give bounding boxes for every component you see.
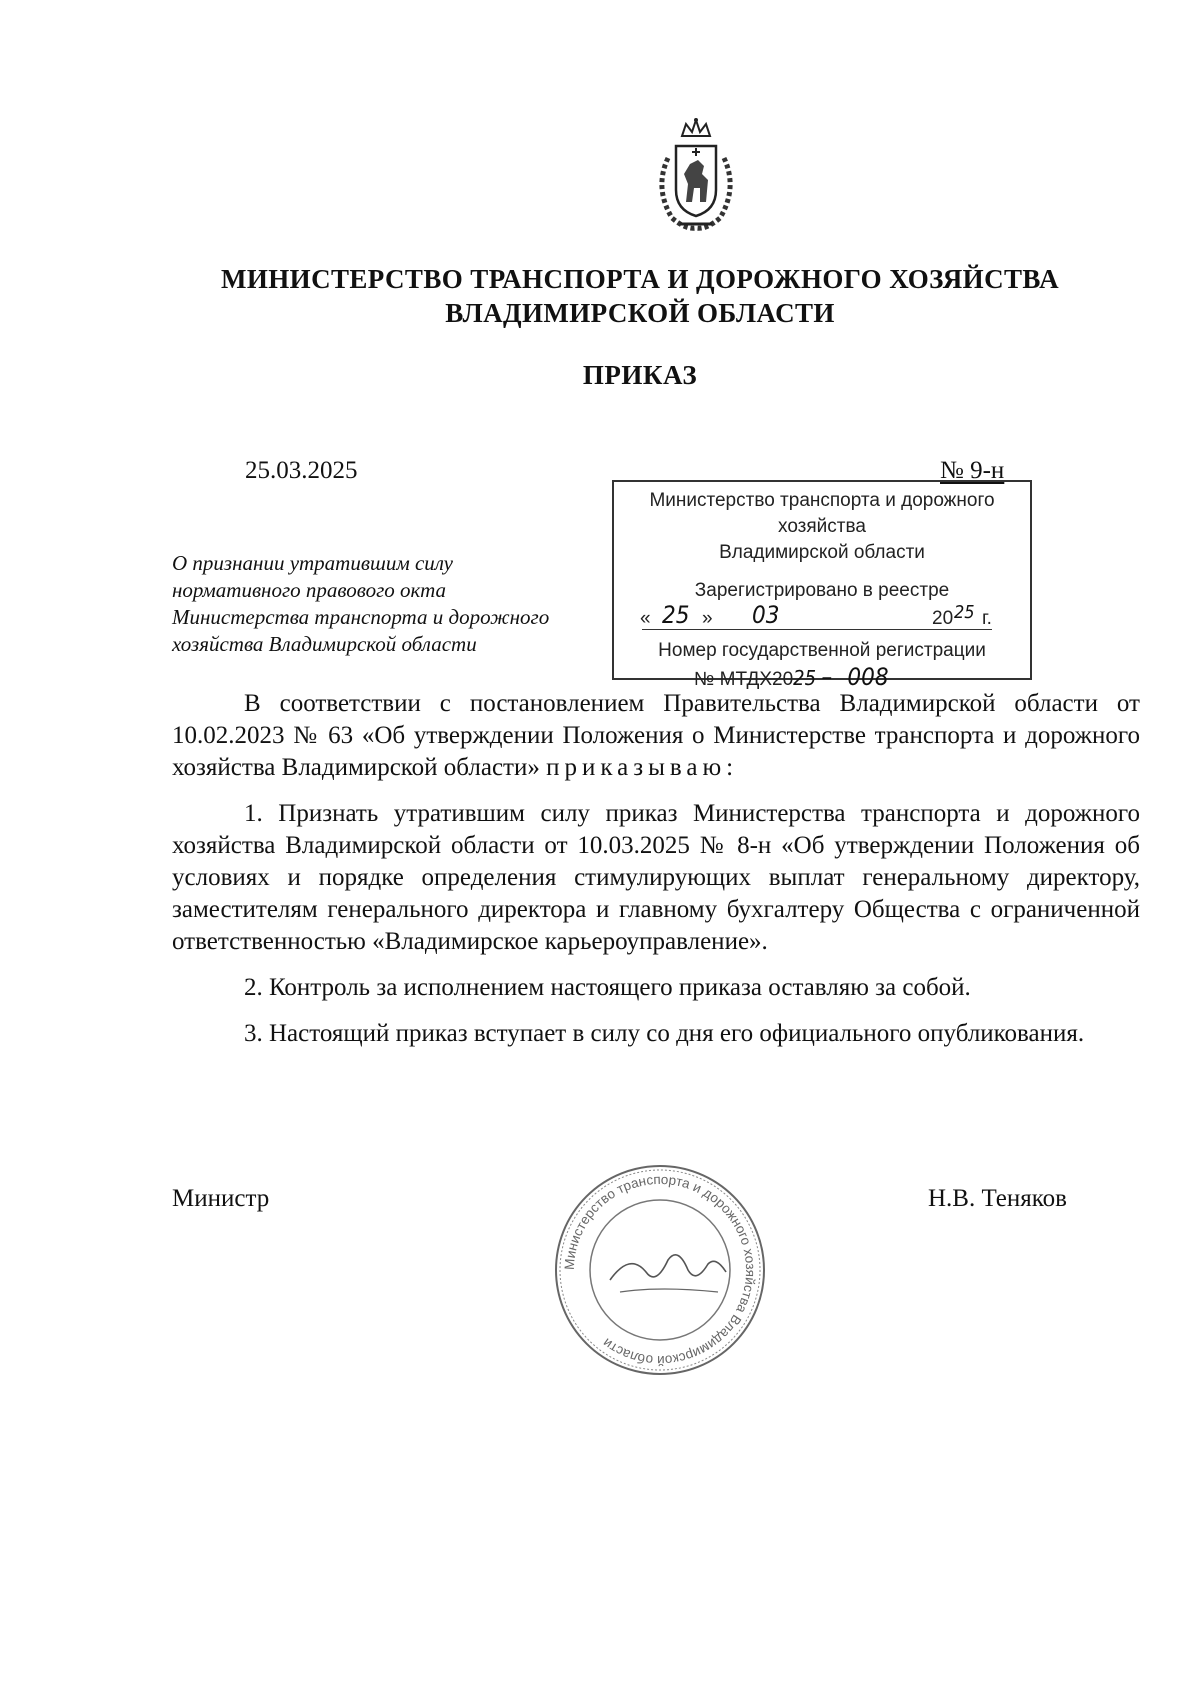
signer-name: Н.В. Теняков xyxy=(928,1185,1067,1212)
body-item-1: 1. Признать утратившим силу приказ Министерства транспорта и дорожного хозяйства Владимирской области от 10.03.2025 № 8-н «Об утверждении Положения об условиях и порядке определения стимулирующих выплат генеральному директору, заместителям генерального директора и главному бухгалтеру Общества с ограниченной ответственностью «Владимирское карьероуправление». xyxy=(172,800,1140,955)
ministry-name-line1: МИНИСТЕРСТВО ТРАНСПОРТА И ДОРОЖНОГО ХОЗЯЙСТВА xyxy=(221,264,1059,294)
stamp-registered-label: Зарегистрировано в реестре xyxy=(694,580,950,601)
document-body xyxy=(172,688,1140,1064)
round-seal-icon xyxy=(550,1160,770,1380)
subject-line3: Министерства транспорта и дорожного xyxy=(172,605,550,629)
handwritten-signature-icon xyxy=(610,1255,726,1280)
document-date: 25.03.2025 xyxy=(245,457,358,484)
stamp-day-handwritten: 25 xyxy=(662,601,690,629)
stamp-year-unit: г. xyxy=(982,608,992,629)
stamp-registration-date xyxy=(632,601,1012,638)
stamp-reg-seq-handwritten: 008 xyxy=(847,663,889,691)
body-item-2: 2. Контроль за исполнением настоящего приказа оставляю за собой. xyxy=(244,974,971,1001)
registration-stamp xyxy=(612,480,1032,691)
stamp-year-prefix: 20 xyxy=(932,608,954,629)
signer-title: Министр xyxy=(172,1185,270,1212)
document-number: № 9-н xyxy=(940,457,1005,484)
body-order-keyword: приказываю: xyxy=(546,754,739,781)
subject-line4: хозяйства Владимирской области xyxy=(172,632,477,656)
subject-line2: нормативного правового окта xyxy=(172,578,447,602)
document-type: ПРИКАЗ xyxy=(582,360,698,390)
stamp-reg-number-label: Номер государственной регистрации xyxy=(658,640,986,661)
ministry-name xyxy=(200,262,1080,330)
stamp-year-handwritten: 25 xyxy=(954,602,975,623)
stamp-date-close-quote: » xyxy=(702,608,713,629)
stamp-reg-year-handwritten: 25 xyxy=(793,666,817,690)
vladimir-coat-of-arms-icon xyxy=(646,118,746,234)
subject-line1: О признании утратившим силу xyxy=(172,551,453,575)
body-item-3: 3. Настоящий приказ вступает в силу со дня его официального опубликования. xyxy=(244,1020,1085,1047)
document-subject xyxy=(172,550,612,658)
stamp-reg-prefix: № МТДХ20 xyxy=(694,669,794,690)
stamp-date-open-quote: « xyxy=(640,608,651,629)
ministry-name-line2: ВЛАДИМИРСКОЙ ОБЛАСТИ xyxy=(445,298,835,328)
seal-text: Министерство транспорта и дорожного хозяйства Владимирской области xyxy=(561,1171,759,1369)
body-intro-text: В соответствии с постановлением Правительства Владимирской области от 10.02.2023 № 63 «Об утверждении Положения о Министерстве транспорта и дорожного хозяйства Владимирской области» xyxy=(172,690,1140,781)
stamp-month-handwritten: 03 xyxy=(752,601,780,629)
body-intro-paragraph xyxy=(172,688,1140,784)
stamp-ministry-line: Министерство транспорта и дорожного хозяйства xyxy=(649,490,995,537)
stamp-region-line: Владимирской области xyxy=(719,542,925,563)
stamp-reg-dash: – xyxy=(821,663,833,691)
